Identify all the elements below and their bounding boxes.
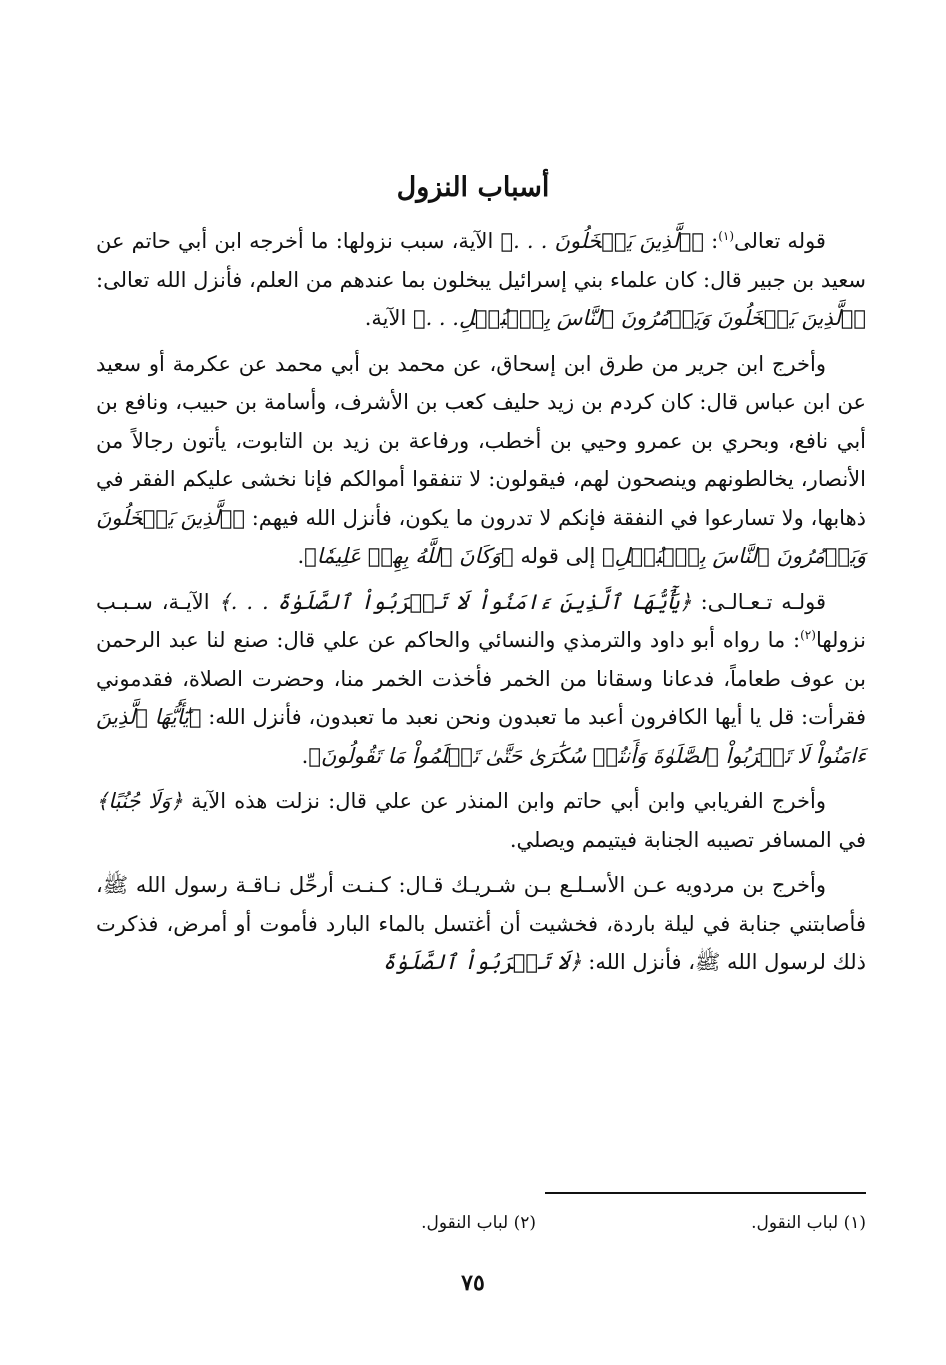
quran-quote: ﴿يَٰٓأَيُّهَا ٱلَّذِينَ ءَامَنُواْ لَا تَقۡرَبُواْ ٱلصَّلَوٰةَ وَأَنتُمۡ سُكَٰرَىٰ حَتَّىٰ تَعۡلَمُواْ مَا تَقُولُونَ﴾	[96, 705, 866, 768]
p3-text-b: الآيـة، سـبـب نزولها	[96, 589, 866, 652]
paragraph-5	[96, 866, 866, 982]
page-number: ٧٥	[461, 1270, 485, 1296]
p1-text-c: الآية، سبب نزولها: ما أخرجه ابن أبي حاتم عن سعيد بن جبير قال: كان علماء بني إسرائيل يبخلون بما عندهم من العلم، فأنزل الله تعالى:	[96, 229, 866, 292]
footnote-separator	[545, 1192, 866, 1194]
p3-text-a: قولـه تـعـالـى:	[691, 589, 827, 614]
quran-quote: ﴿ٱلَّذِينَ يَبۡخَلُونَ . . .﴾	[500, 229, 704, 253]
p2-text-a: وأخرج ابن جرير من طرق ابن إسحاق، عن محمد بن أبي محمد عن عكرمة أو سعيد عن ابن عباس قال: كان كردم بن زيد حليف كعب بن الأشرف، وأسامة بن حبيب، ونافع بن أبي نافع، وبحري بن عمرو وحيي بن أخطب، ورفاعة بن زيد بن التابوت، يأتون رجالاً من الأنصار، يخالطونهم وينصحون لهم، فيقولون: لا تنفقوا أموالكم فإنا نخشى عليكم الفقر في ذهابها، ولا تسارعوا في النفقة فإنكم لا تدرون ما يكون، فأنزل الله فيهم:	[96, 351, 866, 530]
paragraph-4	[96, 782, 866, 859]
paragraph-1	[96, 222, 866, 338]
footnote-2: (٢) لباب النقول.	[421, 1213, 536, 1233]
p4-text-b: في المسافر تصيبه الجنابة فيتيمم ويصلي.	[509, 827, 866, 852]
body-text	[96, 222, 866, 989]
footnote-ref-2: (٢)	[800, 628, 816, 642]
section-title: أسباب النزول	[396, 172, 550, 203]
quran-quote: ﴿لَا تَقۡرَبُواْ ٱلصَّلَوٰةَ	[383, 950, 582, 974]
p1-text-a: قوله تعالى	[734, 229, 826, 253]
p3-text-d: .	[301, 743, 309, 768]
p3-text-c: : ما رواه أبو داود والترمذي والنسائي والحاكم عن علي قال: صنع لنا عبد الرحمن بن عوف طعاماً، فدعانا وسقانا من الخمر فأخذت الخمر منا، وحضرت الصلاة، فقدموني فقرأت: قل يا أيها الكافرون أعبد ما تعبدون ونحن نعبد ما تعبدون، فأنزل الله:	[96, 628, 866, 729]
quran-quote: ﴿وَكَانَ ٱللَّهُ بِهِمۡ عَلِيمٗا﴾	[304, 544, 514, 568]
quran-quote: ﴿ٱلَّذِينَ يَبۡخَلُونَ وَيَأۡمُرُونَ ٱلنَّاسَ بِٱلۡبُخۡلِ﴾	[96, 505, 866, 568]
quran-quote: ﴿وَلَا جُنُبًا﴾	[96, 789, 183, 813]
p1-text-b: :	[703, 229, 719, 253]
p1-text-d: الآية.	[364, 306, 413, 330]
footnote-1: (١) لباب النقول.	[751, 1213, 866, 1233]
quran-quote: ﴿يَٰٓأَيُّهَا ٱلَّذِينَ ءَامَنُواْ لَا تَقۡرَبُواْ ٱلصَّلَوٰةَ . . .﴾	[218, 589, 692, 614]
paragraph-3	[96, 583, 866, 776]
footnote-ref-1: (١)	[718, 229, 735, 243]
paragraph-2	[96, 345, 866, 576]
p2-text-b: إلى قوله	[513, 544, 602, 568]
p5-text-a: وأخرج بن مردويه عـن الأسـلـع بـن شـريـك قـال: كـنـت أرحِّل نـاقـة رسول الله ﷺ، فأصابتني جنابة في ليلة باردة، فخشيت أن أغتسل بالماء البارد فأموت أو أمرض، فذكرت ذلك لرسول الله ﷺ، فأنزل الله:	[96, 873, 866, 974]
quran-quote: ﴿ٱلَّذِينَ يَبۡخَلُونَ وَيَأۡمُرُونَ ٱلنَّاسَ بِٱلۡبُخۡلِ. . .﴾	[412, 306, 866, 330]
p4-text-a: وأخرج الفريابي وابن أبي حاتم وابن المنذر عن علي قال: نزلت هذه الآية	[182, 789, 826, 813]
p2-text-c: .	[297, 544, 305, 568]
